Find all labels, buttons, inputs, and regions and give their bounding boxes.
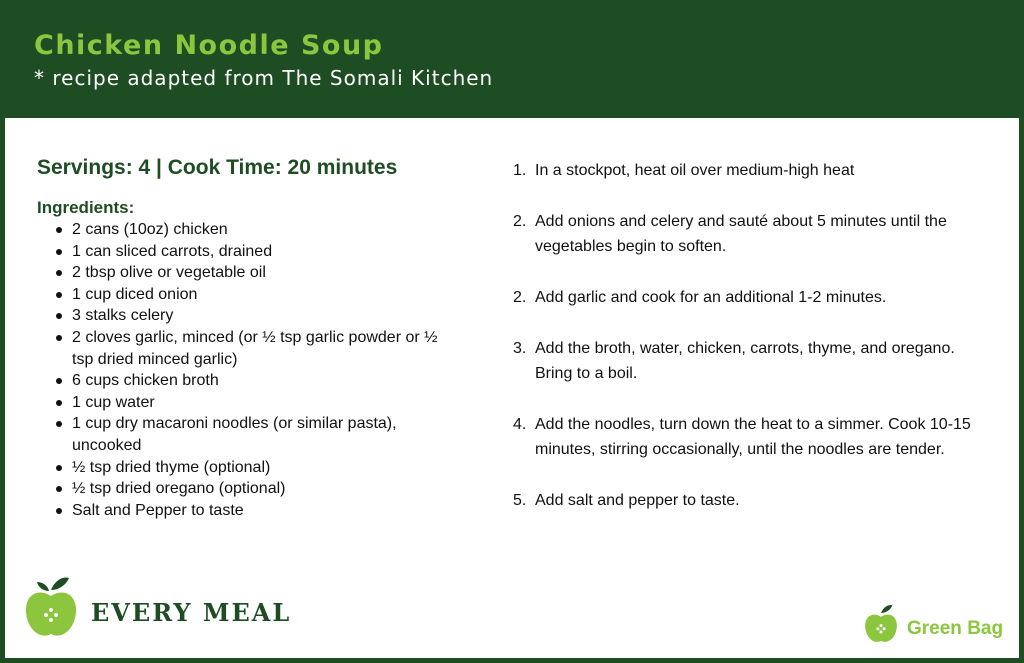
ingredient-item: 6 cups chicken broth xyxy=(53,370,453,392)
step-text: In a stockpot, heat oil over medium-high heat xyxy=(535,162,855,179)
ingredient-item: Salt and Pepper to taste xyxy=(53,500,453,522)
step-number: 1. xyxy=(513,162,527,179)
ingredient-item: 1 cup diced onion xyxy=(53,284,453,306)
step-text: Add onions and celery and sauté about 5 minutes until the vegetables begin to soften. xyxy=(535,213,947,255)
instructions-list xyxy=(513,158,983,539)
ingredient-item: 3 stalks celery xyxy=(53,305,453,327)
ingredient-item: 2 tbsp olive or vegetable oil xyxy=(53,262,453,284)
step-text: Add the noodles, turn down the heat to a simmer. Cook 10-15 minutes, stirring occasionally, until the noodles are tender. xyxy=(535,416,971,458)
step-number: 2. xyxy=(513,289,527,306)
ingredient-item: ½ tsp dried oregano (optional) xyxy=(53,478,453,500)
instruction-step xyxy=(513,209,983,259)
ingredient-item: 1 can sliced carrots, drained xyxy=(53,241,453,263)
step-text: Add garlic and cook for an additional 1-2 minutes. xyxy=(535,289,887,306)
step-text: Add the broth, water, chicken, carrots, thyme, and oregano. Bring to a boil. xyxy=(535,340,955,382)
ingredient-item: 1 cup water xyxy=(53,392,453,414)
ingredients-list xyxy=(53,219,453,521)
step-number: 3. xyxy=(513,340,527,357)
instruction-step xyxy=(513,336,983,386)
recipe-title: Chicken Noodle Soup xyxy=(34,30,384,61)
step-number: 5. xyxy=(513,492,527,509)
apple-icon xyxy=(21,576,81,642)
step-number: 4. xyxy=(513,416,527,433)
ingredient-item: 2 cloves garlic, minced (or ½ tsp garlic powder or ½ tsp dried minced garlic) xyxy=(53,327,453,370)
recipe-card xyxy=(5,118,1019,658)
step-text: Add salt and pepper to taste. xyxy=(535,492,740,509)
apple-icon xyxy=(862,602,900,648)
servings-cook-time: Servings: 4 | Cook Time: 20 minutes xyxy=(37,156,398,179)
ingredients-heading: Ingredients: xyxy=(37,198,135,217)
every-meal-logo: EVERY MEAL xyxy=(91,598,292,627)
recipe-source: * recipe adapted from The Somali Kitchen xyxy=(34,66,494,90)
instruction-step xyxy=(513,285,983,310)
ingredient-item: 2 cans (10oz) chicken xyxy=(53,219,453,241)
green-bag-logo-text: Green Bag xyxy=(907,618,1004,639)
instruction-step xyxy=(513,412,983,462)
instruction-step xyxy=(513,488,983,513)
ingredient-item: ½ tsp dried thyme (optional) xyxy=(53,457,453,479)
ingredient-item: 1 cup dry macaroni noodles (or similar pasta), uncooked xyxy=(53,413,453,456)
instruction-step xyxy=(513,158,983,183)
step-number: 2. xyxy=(513,213,527,230)
header-banner xyxy=(0,0,1024,118)
